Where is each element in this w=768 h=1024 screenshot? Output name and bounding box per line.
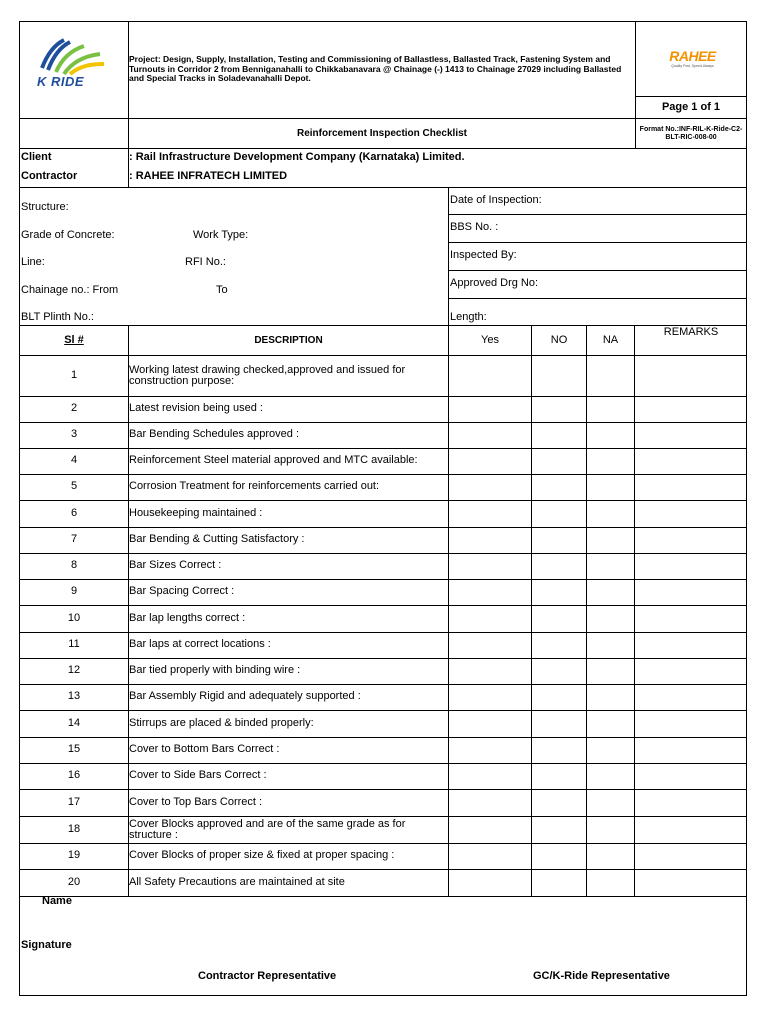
- row-description: Bar Assembly Rigid and adequately supported :: [129, 690, 361, 702]
- signature-label: Signature: [21, 939, 72, 951]
- row-number: 1: [70, 368, 78, 381]
- row-description: Cover to Side Bars Correct :: [129, 769, 267, 781]
- row-description: Bar Spacing Correct :: [129, 585, 235, 597]
- row-description: Bar tied properly with binding wire :: [129, 664, 301, 676]
- row-yes-cell[interactable]: [449, 711, 531, 737]
- chainage-field[interactable]: Chainage no.: From: [21, 284, 119, 296]
- row-no-cell[interactable]: [532, 817, 586, 843]
- row-remarks-cell[interactable]: [635, 685, 746, 710]
- row-description: Reinforcement Steel material approved and MTC available:: [129, 454, 418, 466]
- header-description: DESCRIPTION: [254, 335, 323, 346]
- row-no-cell[interactable]: [532, 423, 586, 448]
- grade-field[interactable]: Grade of Concrete:: [21, 229, 115, 241]
- row-yes-cell[interactable]: [449, 606, 531, 632]
- row-na-cell[interactable]: [587, 580, 634, 605]
- row-no-cell[interactable]: [532, 606, 586, 632]
- row-yes-cell[interactable]: [449, 356, 531, 396]
- row-description: Housekeeping maintained :: [129, 506, 263, 519]
- row-yes-cell[interactable]: [449, 764, 531, 789]
- row-yes-cell[interactable]: [449, 397, 531, 422]
- row-na-cell[interactable]: [587, 528, 634, 553]
- row-na-cell[interactable]: [587, 501, 634, 527]
- row-yes-cell[interactable]: [449, 685, 531, 710]
- row-na-cell[interactable]: [587, 764, 634, 789]
- row-remarks-cell[interactable]: [635, 659, 746, 684]
- row-description: Cover to Bottom Bars Correct :: [129, 743, 280, 755]
- row-yes-cell[interactable]: [449, 790, 531, 816]
- row-yes-cell[interactable]: [449, 423, 531, 448]
- row-number: 14: [67, 716, 81, 729]
- rahee-logo-text: RAHEE: [669, 48, 716, 64]
- page-number: Page 1 of 1: [661, 101, 721, 113]
- row-number: 6: [70, 506, 78, 519]
- row-remarks-cell[interactable]: [635, 475, 746, 500]
- blt-plinth-field[interactable]: BLT Plinth No.:: [21, 311, 94, 323]
- row-no-cell[interactable]: [532, 870, 586, 896]
- chainage-to-field[interactable]: To: [216, 284, 228, 296]
- row-no-cell[interactable]: [532, 528, 586, 553]
- contractor-rep-label: Contractor Representative: [198, 970, 337, 982]
- row-description: Bar Sizes Correct :: [129, 559, 222, 571]
- row-description: Stirrups are placed & binded properly:: [129, 716, 314, 729]
- row-description: Bar lap lengths correct :: [129, 611, 246, 624]
- row-remarks-cell[interactable]: [635, 606, 746, 632]
- row-yes-cell[interactable]: [449, 738, 531, 763]
- row-no-cell[interactable]: [532, 738, 586, 763]
- row-description: Bar Bending Schedules approved :: [129, 428, 300, 440]
- row-remarks-cell[interactable]: [635, 580, 746, 605]
- format-number: Format No.:INF-RIL-K-Ride-C2-BLT-RIC-008-00: [639, 126, 743, 141]
- row-no-cell[interactable]: [532, 685, 586, 710]
- row-no-cell[interactable]: [532, 554, 586, 579]
- row-na-cell[interactable]: [587, 397, 634, 422]
- row-yes-cell[interactable]: [449, 554, 531, 579]
- row-na-cell[interactable]: [587, 844, 634, 869]
- project-description: Project: Design, Supply, Installation, Testing and Commissioning of Ballastless, Ballasted Track, Fastening System and Turnouts in Corridor 2 from Benniganahalli to Chikkabanavara @ Chainage (-) 1413 to Chainage 27029 including Ballasted and Special Tracks in Soladevanahalli Depot.: [129, 54, 622, 83]
- row-number: 18: [67, 822, 81, 835]
- row-na-cell[interactable]: [587, 606, 634, 632]
- row-number: 2: [70, 402, 78, 414]
- row-yes-cell[interactable]: [449, 528, 531, 553]
- rfi-field[interactable]: RFI No.:: [185, 256, 226, 268]
- kride-logo-icon: [34, 34, 106, 76]
- contractor-label: Contractor: [21, 170, 78, 182]
- row-na-cell[interactable]: [587, 449, 634, 474]
- row-no-cell[interactable]: [532, 790, 586, 816]
- gc-rep-label: GC/K-Ride Representative: [533, 970, 670, 982]
- rahee-tagline: Quality First, Speed Always: [671, 64, 714, 68]
- row-description: Latest revision being used :: [129, 402, 263, 414]
- approved-drg-field[interactable]: Approved Drg No:: [450, 277, 539, 289]
- row-description: Working latest drawing checked,approved and issued for construction purpose:: [129, 363, 406, 387]
- row-no-cell[interactable]: [532, 580, 586, 605]
- row-na-cell[interactable]: [587, 356, 634, 396]
- row-description: Cover Blocks of proper size & fixed at proper spacing :: [129, 849, 395, 861]
- row-yes-cell[interactable]: [449, 817, 531, 843]
- row-remarks-cell[interactable]: [635, 554, 746, 579]
- row-na-cell[interactable]: [587, 870, 634, 896]
- row-remarks-cell[interactable]: [635, 764, 746, 789]
- row-remarks-cell[interactable]: [635, 423, 746, 448]
- row-description: Bar laps at correct locations :: [129, 638, 271, 650]
- row-remarks-cell[interactable]: [635, 870, 746, 896]
- row-no-cell[interactable]: [532, 501, 586, 527]
- header-sl: Sl #: [64, 334, 84, 346]
- row-description: All Safety Precautions are maintained at site: [129, 875, 345, 888]
- row-no-cell[interactable]: [532, 356, 586, 396]
- row-yes-cell[interactable]: [449, 475, 531, 500]
- row-yes-cell[interactable]: [449, 659, 531, 684]
- inspected-by-field[interactable]: Inspected By:: [450, 249, 517, 261]
- name-label: Name: [42, 895, 72, 907]
- row-yes-cell[interactable]: [449, 870, 531, 896]
- row-number: 3: [70, 428, 78, 440]
- rahee-logo: [655, 48, 730, 72]
- client-label: Client: [21, 151, 52, 163]
- row-na-cell[interactable]: [587, 738, 634, 763]
- client-value: : Rail Infrastructure Development Company (Karnataka) Limited.: [129, 151, 465, 163]
- row-number: 15: [67, 743, 81, 755]
- row-yes-cell[interactable]: [449, 501, 531, 527]
- row-na-cell[interactable]: [587, 817, 634, 843]
- row-remarks-cell[interactable]: [635, 790, 746, 816]
- row-number: 13: [67, 690, 81, 702]
- header-yes: Yes: [481, 334, 499, 346]
- form-title: Reinforcement Inspection Checklist: [296, 128, 468, 139]
- row-remarks-cell[interactable]: [635, 356, 746, 396]
- row-remarks-cell[interactable]: [635, 817, 746, 843]
- row-yes-cell[interactable]: [449, 449, 531, 474]
- row-na-cell[interactable]: [587, 633, 634, 658]
- row-number: 20: [67, 875, 81, 888]
- row-remarks-cell[interactable]: [635, 449, 746, 474]
- line-field[interactable]: Line:: [21, 256, 45, 268]
- row-remarks-cell[interactable]: [635, 501, 746, 527]
- header-no: NO: [550, 334, 568, 346]
- row-number: 10: [67, 611, 81, 624]
- row-number: 19: [67, 849, 81, 861]
- row-yes-cell[interactable]: [449, 844, 531, 869]
- row-number: 11: [68, 638, 80, 650]
- row-remarks-cell[interactable]: [635, 844, 746, 869]
- row-no-cell[interactable]: [532, 844, 586, 869]
- row-number: 9: [70, 585, 78, 597]
- row-no-cell[interactable]: [532, 633, 586, 658]
- row-yes-cell[interactable]: [449, 580, 531, 605]
- row-number: 7: [70, 533, 78, 545]
- row-number: 12: [67, 664, 81, 676]
- row-remarks-cell[interactable]: [635, 528, 746, 553]
- row-no-cell[interactable]: [532, 711, 586, 737]
- length-field[interactable]: Length:: [450, 311, 487, 323]
- row-number: 4: [70, 454, 78, 466]
- row-na-cell[interactable]: [587, 711, 634, 737]
- row-description: Cover to Top Bars Correct :: [129, 795, 263, 808]
- row-no-cell[interactable]: [532, 397, 586, 422]
- row-na-cell[interactable]: [587, 554, 634, 579]
- row-no-cell[interactable]: [532, 659, 586, 684]
- row-na-cell[interactable]: [587, 790, 634, 816]
- row-number: 16: [67, 769, 81, 781]
- work-type-field[interactable]: Work Type:: [193, 229, 249, 241]
- row-description: Corrosion Treatment for reinforcements carried out:: [129, 480, 380, 492]
- kride-logo-text: K RIDE: [37, 74, 85, 89]
- row-no-cell[interactable]: [532, 475, 586, 500]
- kride-logo: [34, 34, 106, 89]
- structure-field[interactable]: Structure:: [21, 201, 69, 213]
- row-no-cell[interactable]: [532, 449, 586, 474]
- row-description: Bar Bending & Cutting Satisfactory :: [129, 533, 305, 545]
- header-remarks: REMARKS: [663, 326, 719, 338]
- row-number: 5: [70, 480, 78, 492]
- row-na-cell[interactable]: [587, 423, 634, 448]
- row-remarks-cell[interactable]: [635, 711, 746, 737]
- row-no-cell[interactable]: [532, 764, 586, 789]
- bbs-field[interactable]: BBS No. :: [450, 221, 499, 233]
- row-remarks-cell[interactable]: [635, 738, 746, 763]
- row-remarks-cell[interactable]: [635, 397, 746, 422]
- row-yes-cell[interactable]: [449, 633, 531, 658]
- row-number: 8: [70, 559, 78, 571]
- row-description: Cover Blocks approved and are of the same grade as for structure :: [129, 817, 406, 841]
- row-na-cell[interactable]: [587, 659, 634, 684]
- row-remarks-cell[interactable]: [635, 633, 746, 658]
- row-na-cell[interactable]: [587, 475, 634, 500]
- row-na-cell[interactable]: [587, 685, 634, 710]
- row-number: 17: [67, 795, 81, 808]
- inspection-date-field[interactable]: Date of Inspection:: [450, 194, 542, 206]
- contractor-value: : RAHEE INFRATECH LIMITED: [129, 170, 288, 182]
- header-na: NA: [602, 334, 619, 346]
